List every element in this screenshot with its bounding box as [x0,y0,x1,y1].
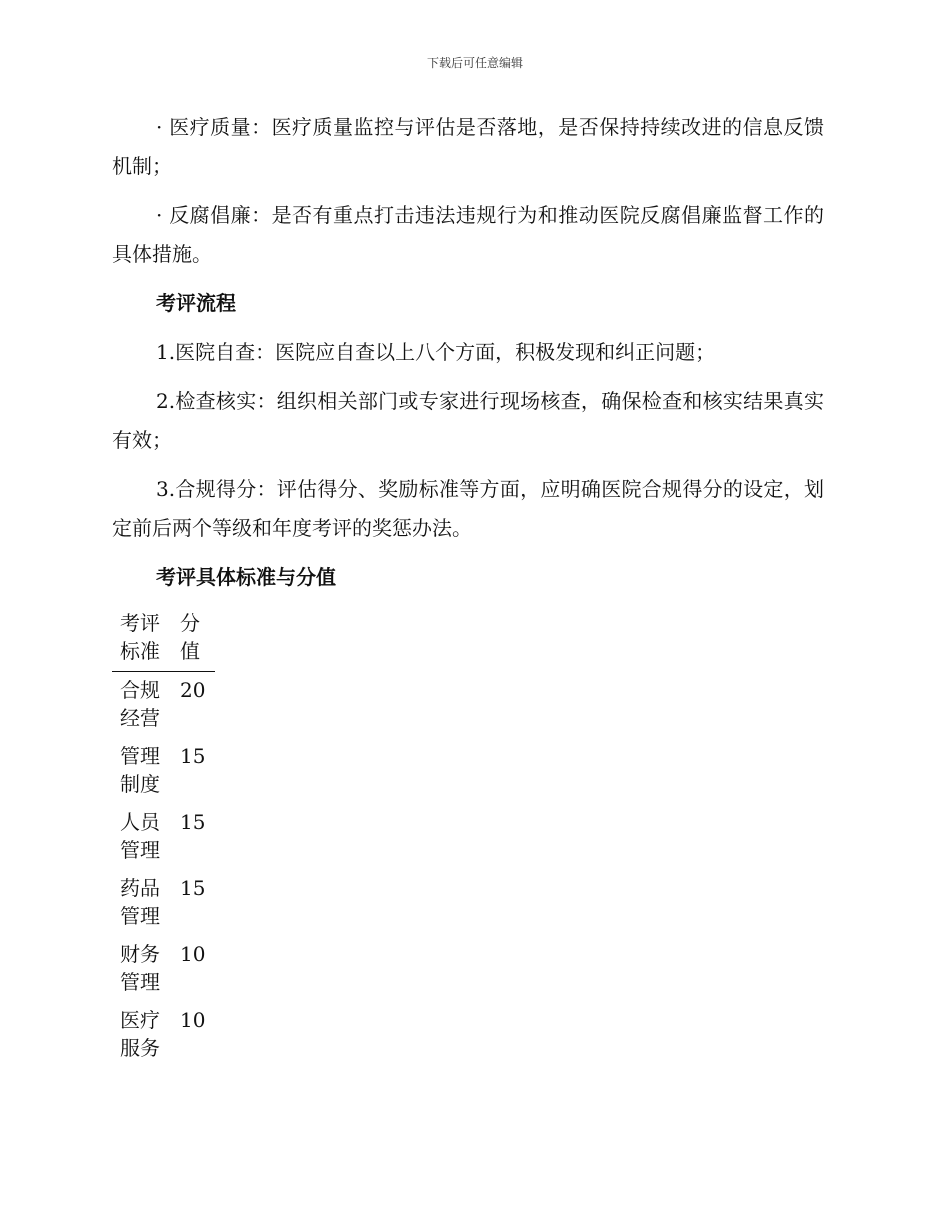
table-row [112,1002,215,1068]
cell-criteria [112,936,176,1002]
paragraph-compliance-score: 3.合规得分：评估得分、奖励标准等方面，应明确医院合规得分的设定，划定前后两个等级和年度考评的奖惩办法。 [112,477,824,540]
cell-score-text: 10 [180,1008,206,1032]
column-header-score-label: 分值 [180,611,200,663]
criteria-score-table [112,609,215,1068]
document-body [112,108,824,1068]
section-heading-evaluation-process: 考评流程 [156,291,236,315]
page-header-note: 下载后可任意编辑 [426,56,523,70]
cell-score-text: 20 [180,678,206,702]
paragraph-medical-quality: · 医疗质量：医疗质量监控与评估是否落地，是否保持持续改进的信息反馈机制； [112,115,824,178]
cell-criteria [112,738,176,804]
cell-criteria [112,870,176,936]
cell-criteria-text: 合规经营 [120,678,160,730]
cell-criteria-text: 财务管理 [120,942,160,994]
cell-score-text: 15 [180,810,206,834]
section-heading-criteria-scores: 考评具体标准与分值 [156,565,336,589]
cell-score-text: 15 [180,876,206,900]
column-header-criteria-label: 考评标准 [120,611,160,663]
cell-criteria-text: 管理制度 [120,744,160,796]
paragraph-anti-corruption: · 反腐倡廉：是否有重点打击违法违规行为和推动医院反腐倡廉监督工作的具体措施。 [112,203,824,266]
cell-score [176,870,215,936]
cell-criteria [112,804,176,870]
cell-criteria [112,1002,176,1068]
table-row [112,804,215,870]
cell-score-text: 15 [180,744,206,768]
cell-score [176,804,215,870]
table-header-row [112,609,215,672]
paragraph-self-check: 1.医院自查：医院应自查以上八个方面，积极发现和纠正问题； [156,340,716,364]
table-row [112,870,215,936]
table-row [112,672,215,739]
column-header-score [176,609,215,672]
cell-criteria-text: 药品管理 [120,876,160,928]
cell-score [176,936,215,1002]
cell-criteria-text: 医疗服务 [120,1008,160,1060]
cell-score [176,1002,215,1068]
table-row [112,738,215,804]
cell-score [176,672,215,739]
cell-criteria [112,672,176,739]
table-row [112,936,215,1002]
paragraph-verification: 2.检查核实：组织相关部门或专家进行现场核查，确保检查和核实结果真实有效； [112,389,824,452]
cell-score [176,738,215,804]
cell-score-text: 10 [180,942,206,966]
cell-criteria-text: 人员管理 [120,810,160,862]
column-header-criteria [112,609,176,672]
